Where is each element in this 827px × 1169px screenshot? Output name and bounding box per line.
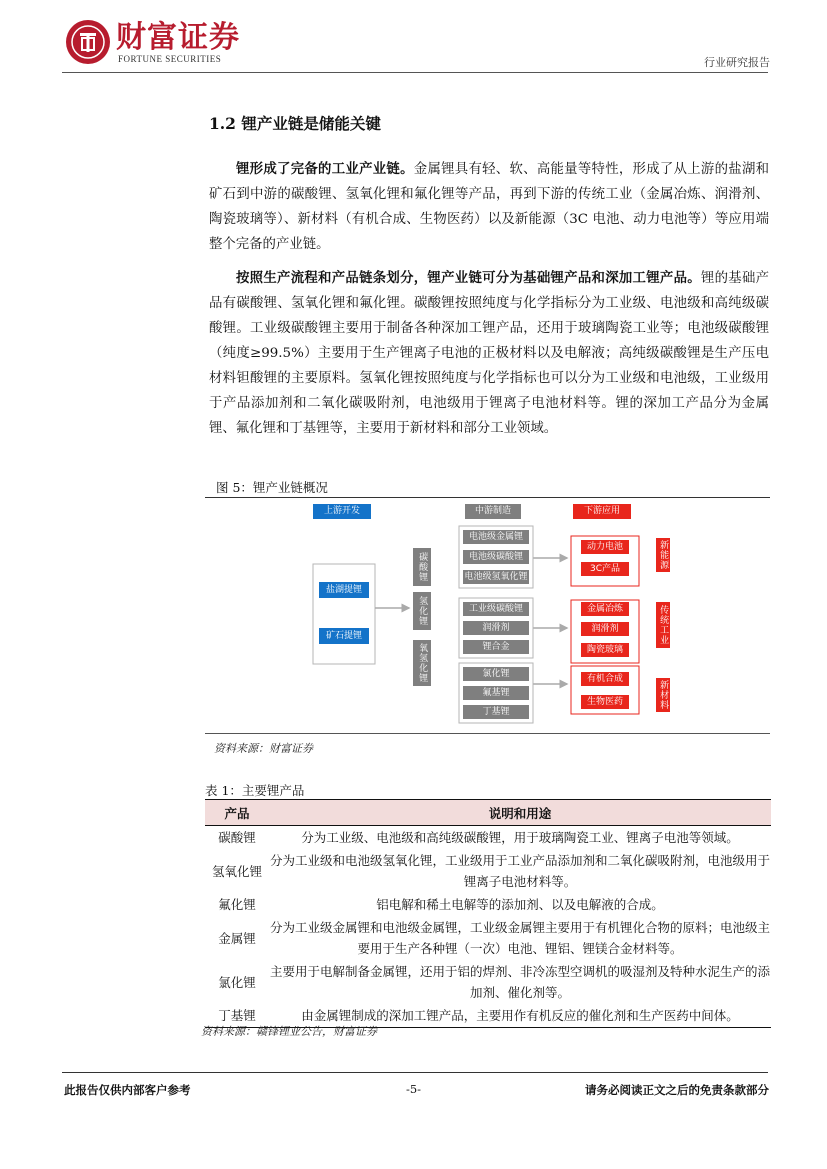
logo-icon xyxy=(66,20,110,64)
down-group3-item-2: 生物医药 xyxy=(581,695,629,709)
down-group3-item-1: 有机合成 xyxy=(581,672,629,686)
mid-group2-item-1: 工业级碳酸锂 xyxy=(463,602,529,616)
table-cell-desc: 铝电解和稀土电解等的添加剂、以及电解液的合成。 xyxy=(376,897,664,912)
table-row xyxy=(205,916,771,960)
mid-group3-item-2: 氟基锂 xyxy=(463,686,529,700)
table-row xyxy=(205,826,771,850)
products-table xyxy=(205,799,771,1028)
logo-text-cn: 财富证券 xyxy=(116,20,240,55)
page-number: -5- xyxy=(405,1082,422,1096)
down-category-2: 传统工业 xyxy=(656,602,670,648)
table-cell-desc: 由金属锂制成的深加工锂产品，主要用作有机反应的催化剂和生产医药中间体。 xyxy=(269,1004,771,1028)
paragraph-2 xyxy=(209,266,769,441)
figure-source: 资料来源：财富证券 xyxy=(214,742,313,755)
mid-group1-item-2: 电池级碳酸锂 xyxy=(463,550,529,564)
table-cell-product: 氟化锂 xyxy=(218,897,256,912)
figure-caption: 图 5：锂产业链概况 xyxy=(216,480,328,495)
upstream-item-salt-lake: 盐湖提锂 xyxy=(319,582,369,598)
down-group1-item-2: 3C产品 xyxy=(581,562,629,576)
table-header-desc: 说明和用途 xyxy=(269,800,771,826)
upstream-label: 上游开发 xyxy=(313,504,371,519)
upstream-item-ore: 矿石提锂 xyxy=(319,628,369,644)
table-cell-desc: 分为工业级金属锂和电池级金属锂，工业级金属锂主要用于有机锂化合物的原料；电池级主要用于生产各种锂（一次）电池、锂铝、锂镁合金材料等。 xyxy=(269,920,770,956)
table-header-row xyxy=(205,800,771,826)
paragraph-2-text: 锂的基础产品有碳酸锂、氢氧化锂和氟化锂。碳酸锂按照纯度与化学指标分为工业级、电池级和高纯级碳酸锂。工业级碳酸锂主要用于制备各种深加工锂产品，还用于玻璃陶瓷工业等；电池级碳酸锂（纯度≥99.5%）主要用于生产锂离子电池的正极材料以及电解液；高纯级碳酸锂是生产压电材料钽酸锂的主要原料。氢氧化锂按照纯度与化学指标也可以分为工业级和电池级，工业级用于产品添加剂和二氧化碳吸附剂，电池级用于锂离子电池材料等。锂的深加工产品分为金属锂、氟化锂和丁基锂等，主要用于新材料和部分工业领域。 xyxy=(209,271,770,436)
mid-group1-item-1: 电池级金属锂 xyxy=(463,530,529,544)
mid-group3-item-1: 氯化锂 xyxy=(463,667,529,681)
table-row xyxy=(205,960,771,1004)
down-group1-item-1: 动力电池 xyxy=(581,540,629,554)
footer-disclaimer-right: 请务必阅读正文之后的免责条款部分 xyxy=(585,1083,769,1097)
table-cell-desc: 分为工业级、电池级和高纯级碳酸锂，用于玻璃陶瓷工业、锂离子电池等领域。 xyxy=(301,830,739,845)
down-category-1: 新能源 xyxy=(656,538,670,572)
mid-group2-item-3: 锂合金 xyxy=(463,640,529,654)
table-caption: 表 1：主要锂产品 xyxy=(205,783,305,798)
table-cell-product: 氢氧化锂 xyxy=(211,863,262,879)
industry-chain-diagram xyxy=(205,498,770,732)
report-type: 行业研究报告 xyxy=(704,56,770,69)
footer-divider xyxy=(62,1072,768,1073)
mid-product-1: 碳酸锂 xyxy=(413,548,431,586)
mid-product-3: 氧氢化锂 xyxy=(413,640,431,686)
table-cell-desc: 主要用于电解制备金属锂，还用于铝的焊剂、非冷冻型空调机的吸湿剂及特种水泥生产的添加剂、催化剂等。 xyxy=(269,964,770,1000)
footer-disclaimer-left: 此报告仅供内部客户参考 xyxy=(64,1083,191,1097)
paragraph-1 xyxy=(209,157,769,257)
table-cell-product: 氯化锂 xyxy=(218,974,256,990)
section-title: 1.2 锂产业链是储能关键 xyxy=(209,114,381,133)
mid-group2-item-2: 润滑剂 xyxy=(463,621,529,635)
table-header-product: 产品 xyxy=(205,800,269,826)
table-cell-product: 碳酸锂 xyxy=(218,830,256,845)
table-cell-desc: 分为工业级和电池级氢氧化锂，工业级用于工业产品添加剂和二氧化碳吸附剂，电池级用于锂离子电池材料等。 xyxy=(269,853,770,889)
down-group2-item-3: 陶瓷玻璃 xyxy=(581,643,629,657)
mid-group1-item-3: 电池级氢氧化锂 xyxy=(463,570,529,584)
table-cell-product: 丁基锂 xyxy=(205,1004,269,1028)
down-group2-item-1: 金属冶炼 xyxy=(581,602,629,616)
down-group2-item-2: 润滑剂 xyxy=(581,622,629,636)
logo-text-en: FORTUNE SECURITIES xyxy=(118,54,222,64)
header-divider xyxy=(62,72,768,73)
paragraph-1-lead: 锂形成了完备的工业产业链。 xyxy=(236,161,414,177)
mid-product-2: 氢化锂 xyxy=(413,592,431,630)
table-row xyxy=(205,849,771,893)
table-source: 资料来源：赣锋锂业公告，财富证券 xyxy=(201,1025,377,1038)
down-category-3: 新材料 xyxy=(656,678,670,712)
paragraph-2-lead: 按照生产流程和产品链条划分，锂产业链可分为基础锂产品和深加工锂产品。 xyxy=(236,270,701,286)
figure-bottom-divider xyxy=(205,733,770,734)
mid-group3-item-3: 丁基锂 xyxy=(463,705,529,719)
table-cell-product: 金属锂 xyxy=(218,930,256,946)
downstream-label: 下游应用 xyxy=(573,504,631,519)
midstream-label: 中游制造 xyxy=(465,504,521,519)
paragraph-1-text: 金属锂具有轻、软、高能量等特性，形成了从上游的盐湖和矿石到中游的碳酸锂、氢氧化锂和氟化锂等产品，再到下游的传统工业（金属冶炼、润滑剂、陶瓷玻璃等）、新材料（有机合成、生物医药）以及新能源（3C 电池、动力电池等）等应用端整个完备的产业链。 xyxy=(209,162,770,252)
table-row xyxy=(205,893,771,916)
